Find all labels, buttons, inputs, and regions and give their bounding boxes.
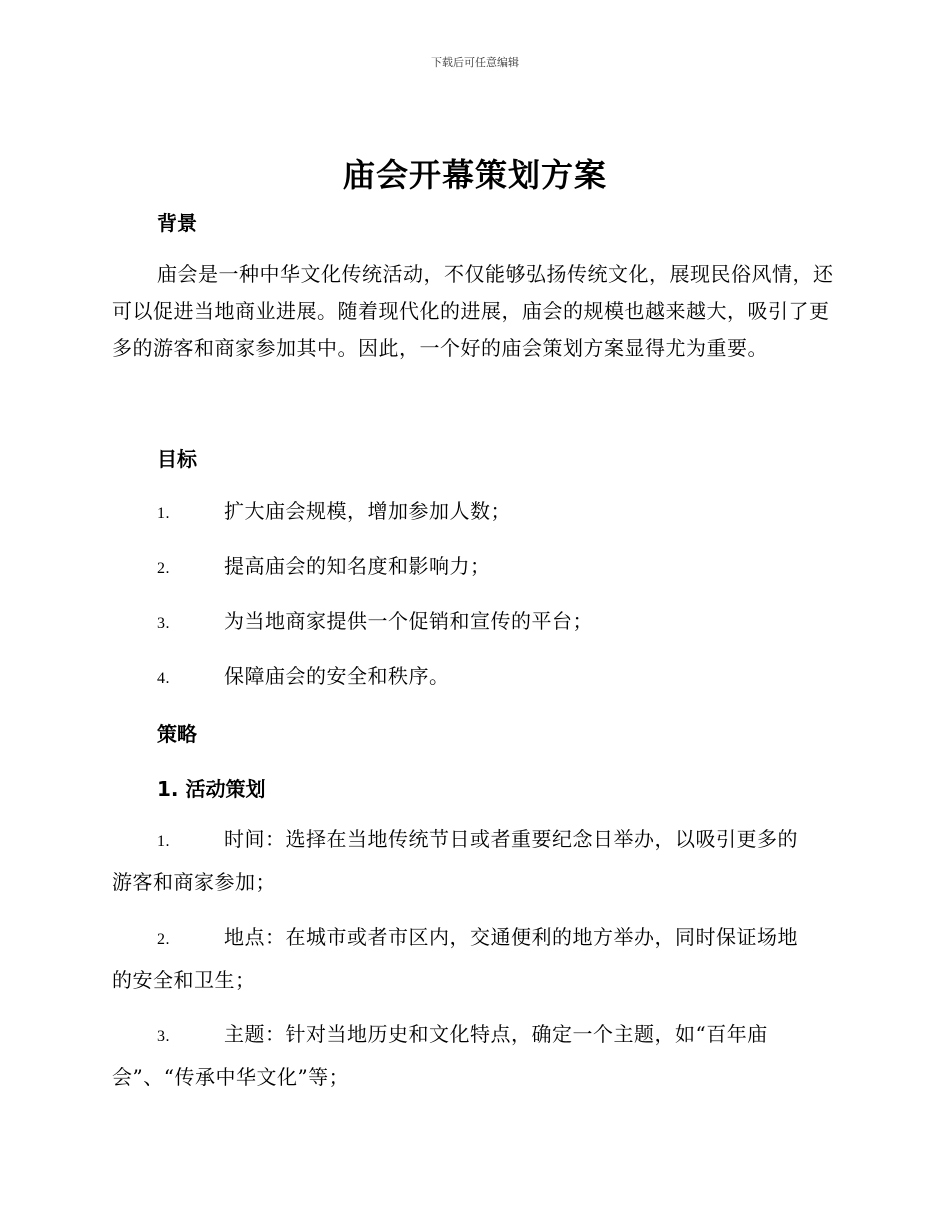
heading-background: 背景 [157,211,197,235]
strategy-item-line: 会”、“传承中华文化”等； [112,1065,350,1089]
goal-item [112,656,834,699]
goal-item-text: 保障庙会的安全和秩序。 [224,664,450,688]
goal-item-text: 提高庙会的知名度和影响力； [224,554,491,578]
strategy-item-line: 主题：针对当地历史和文化特点，确定一个主题，如“百年庙 [224,1022,768,1046]
goal-item [112,546,834,589]
document-title: 庙会开幕策划方案 [342,156,607,194]
goal-item-number: 4. [157,670,170,687]
heading-goals: 目标 [157,447,197,471]
strategy-item-line: 时间：选择在当地传统节日或者重要纪念日举办，以吸引更多的 [224,827,798,851]
background-paragraph: 庙会是一种中华文化传统活动，不仅能够弘扬传统文化，展现民俗风情，还可以促进当地商业进展。随着现代化的进展，庙会的规模也越来越大，吸引了更多的游客和商家参加其中。因此，一个好的庙会策划方案显得尤为重要。 [112,262,834,360]
goal-item-number: 1. [157,505,170,522]
heading-strategy: 策略 [157,722,197,746]
strategy-item-number: 1. [157,833,170,850]
strategy-item [112,917,834,1001]
goal-item [112,601,834,644]
subheading-activity-planning: 1. 活动策划 [157,777,266,801]
goal-item-text: 为当地商家提供一个促销和宣传的平台； [224,609,593,633]
header-note: 下载后可任意编辑 [431,56,519,69]
goal-item-text: 扩大庙会规模，增加参加人数； [224,499,511,523]
strategy-item-line: 游客和商家参加； [112,870,276,894]
strategy-item [112,1014,834,1098]
goal-item-number: 3. [157,615,170,632]
strategy-item [112,819,834,903]
strategy-item-number: 3. [157,1028,170,1045]
goal-item-number: 2. [157,560,170,577]
strategy-item-number: 2. [157,931,170,948]
strategy-item-line: 地点：在城市或者市区内，交通便利的地方举办，同时保证场地 [224,925,798,949]
goal-item [112,491,834,534]
strategy-item-line: 的安全和卫生； [112,968,256,992]
